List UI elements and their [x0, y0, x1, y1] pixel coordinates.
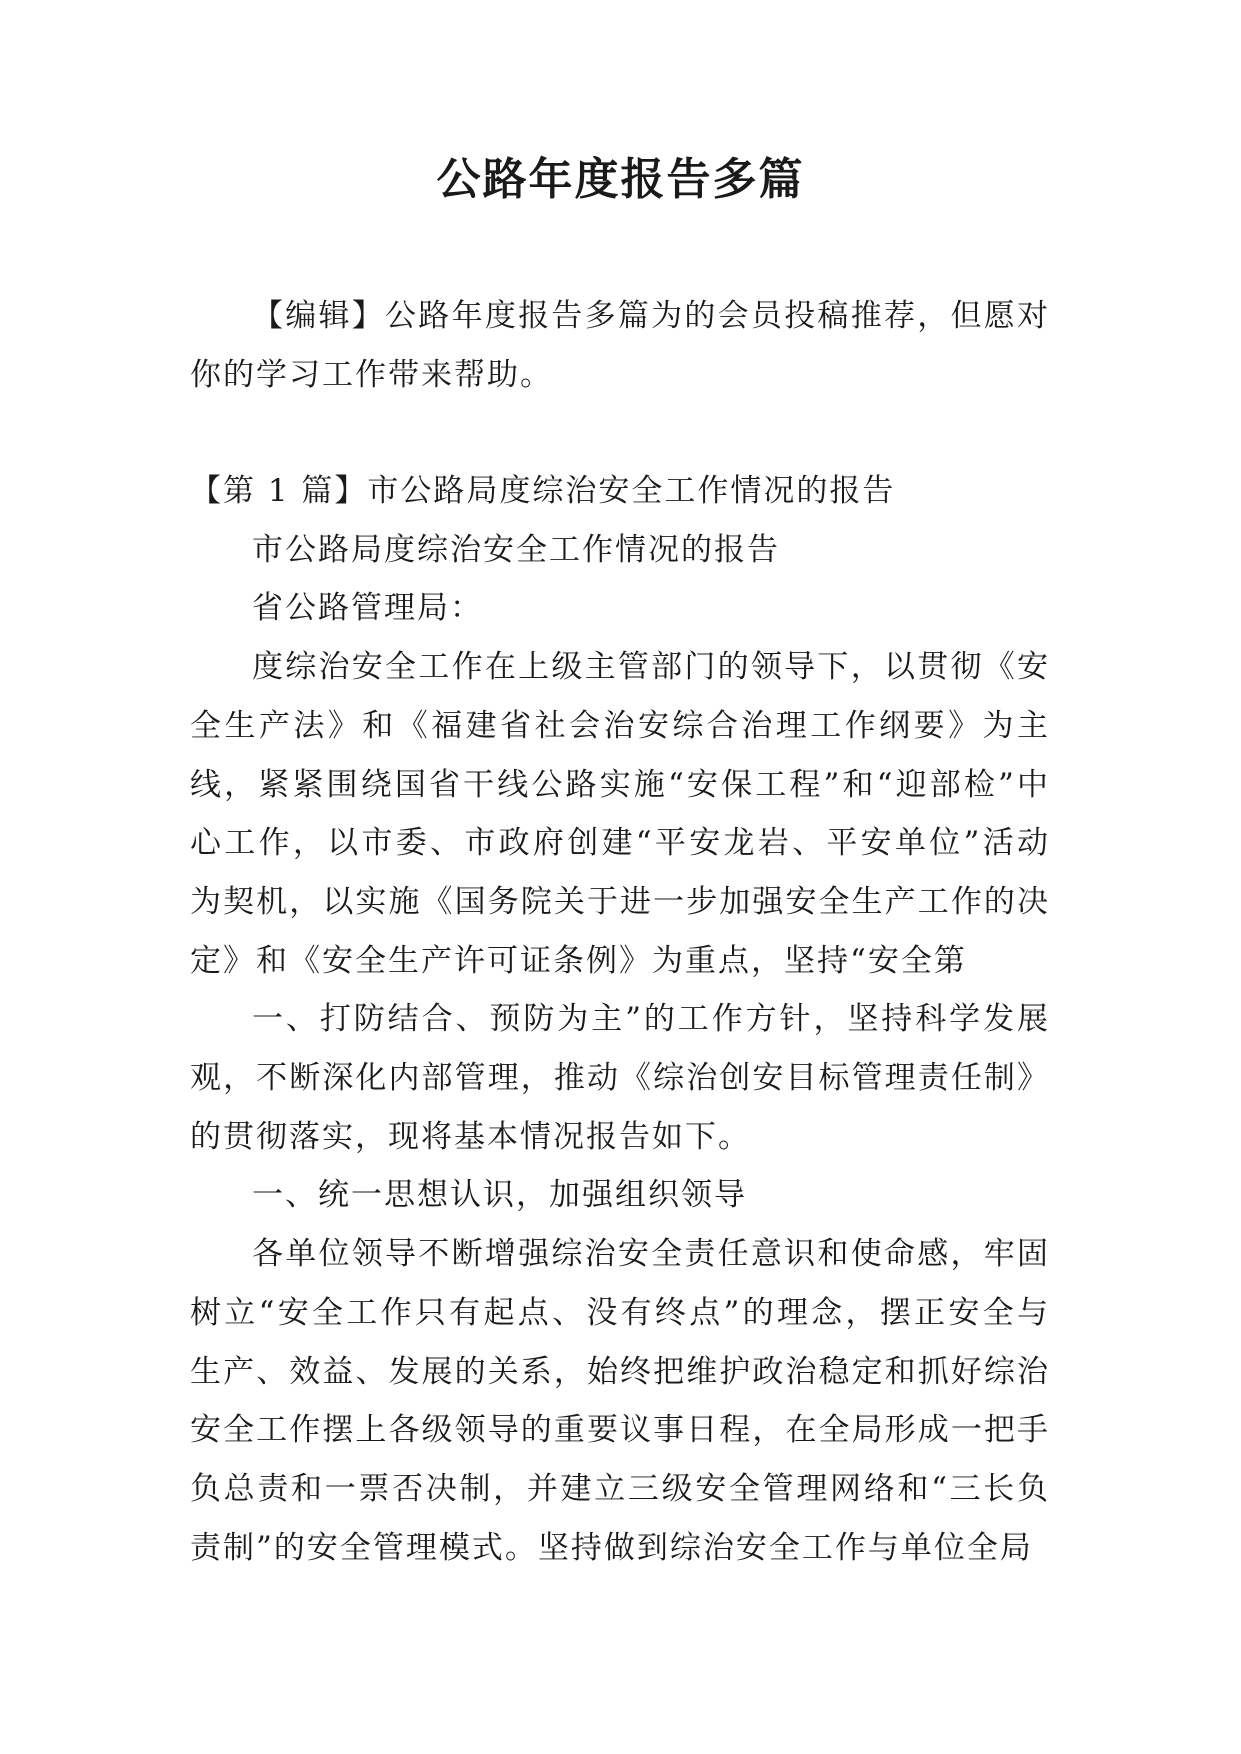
document-title: 公路年度报告多篇: [436, 154, 805, 205]
subsection-heading: 一、统一思想认识，加强组织领导: [252, 1177, 747, 1214]
body-paragraph: 一、打防结合、预防为主”的工作方针，坚持科学发展观，不断深化内部管理，推动《综治创安目标管理责任制》的贯彻落实，现将基本情况报告如下。: [190, 1001, 1050, 1155]
intro-block: [190, 287, 1050, 404]
body-paragraph: 度综治安全工作在上级主管部门的领导下，以贯彻《安全生产法》和《福建省社会治安综合治理工作纲要》为主线，紧紧围绕国省干线公路实施“安保工程”和“迎部检”中心工作，以市委、市政府创建“平安龙岩、平安单位”活动为契机，以实施《国务院关于进一步加强安全生产工作的决定》和《安全生产许可证条例》为重点，坚持“安全第: [190, 649, 1050, 979]
content-block: [190, 462, 1050, 1577]
report-title: 市公路局度综治安全工作情况的报告: [252, 531, 780, 568]
section-heading: 【第 1 篇】市公路局度综治安全工作情况的报告: [190, 473, 896, 509]
intro-paragraph: 【编辑】公路年度报告多篇为的会员投稿推荐，但愿对你的学习工作带来帮助。: [190, 298, 1050, 393]
report-addressee: 省公路管理局：: [252, 590, 483, 627]
body-paragraph: 各单位领导不断增强综治安全责任意识和使命感，牢固树立“安全工作只有起点、没有终点”的理念，摆正安全与生产、效益、发展的关系，始终把维护政治稳定和抓好综治安全工作摆上各级领导的重要议事日程，在全局形成一把手负总责和一票否决制，并建立三级安全管理网络和“三长负责制”的安全管理模式。坚持做到综治安全工作与单位全局: [190, 1236, 1050, 1566]
